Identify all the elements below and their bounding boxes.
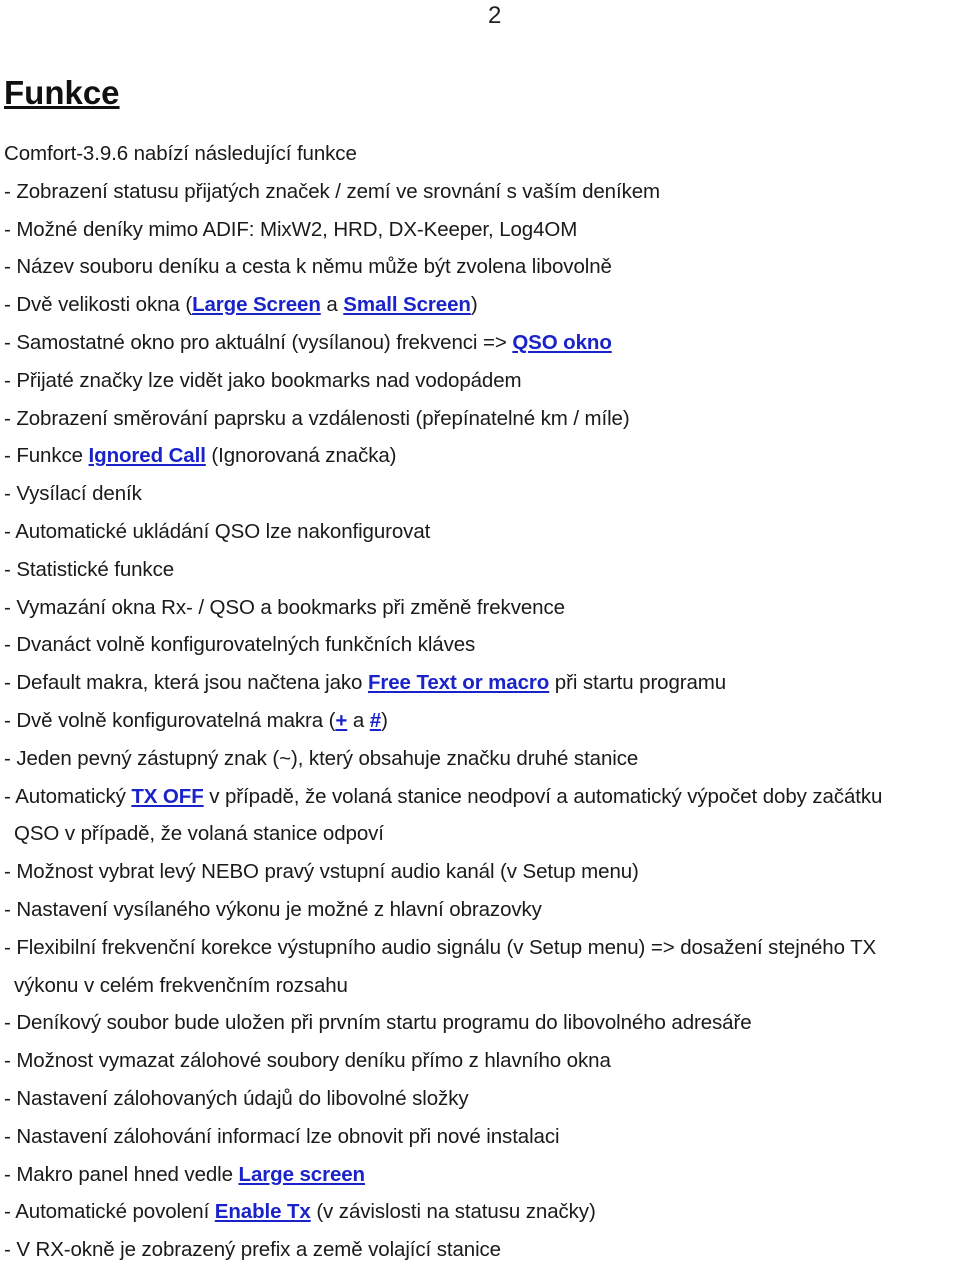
list-item-text: Comfort-3.9.6 nabízí následující funkce	[4, 142, 357, 165]
page-title: Funkce	[4, 74, 120, 111]
list-item	[4, 173, 660, 210]
list-item-text: - Nastavení zálohovaných údajů do libovolné složky	[4, 1087, 469, 1110]
list-item-text: - Dvanáct volně konfigurovatelných funkčních kláves	[4, 633, 476, 657]
list-item-text: - Jeden pevný zástupný znak (~), který obsahuje značku druhé stanice	[4, 746, 639, 770]
page-number: 2	[488, 2, 502, 29]
list-item	[4, 740, 638, 777]
list-item-text: - Flexibilní frekvenční korekce výstupního audio signálu (v Setup menu) => dosažení stejného TX	[4, 935, 877, 959]
list-item	[4, 551, 174, 588]
link-[interactable]: #	[369, 709, 382, 732]
list-item	[4, 362, 522, 399]
link-large-screen[interactable]: Large screen	[238, 1162, 365, 1186]
list-item-text: - Statistické funkce	[4, 557, 175, 581]
link-large-screen[interactable]: Large Screen	[192, 293, 321, 317]
list-item	[4, 211, 577, 248]
list-item	[4, 702, 388, 739]
list-item	[4, 286, 478, 323]
list-item	[4, 1004, 752, 1041]
list-item-continuation	[14, 815, 384, 852]
list-item-text: - Možnost vymazat zálohové soubory deníku přímo z hlavního okna	[4, 1049, 611, 1073]
list-item	[4, 1231, 501, 1268]
list-item-text: - Nastavení vysílaného výkonu je možné z hlavní obrazovky	[4, 898, 542, 921]
list-item-text: - Vymazání okna Rx- / QSO a bookmarks při změně frekvence	[4, 595, 565, 619]
list-item-text: - Dvě volně konfigurovatelná makra (	[4, 709, 336, 732]
list-item-text: - Možné deníky mimo ADIF: MixW2, HRD, DX-Keeper, Log4OM	[4, 217, 578, 241]
list-item-text: - Funkce	[4, 444, 89, 468]
list-item-text: - Přijaté značky lze vidět jako bookmarks nad vodopádem	[4, 368, 522, 392]
list-item	[4, 853, 639, 890]
list-item-text: a	[320, 293, 344, 317]
list-item	[4, 248, 612, 285]
link-free-text-or-macro[interactable]: Free Text or macro	[367, 671, 550, 695]
list-item	[4, 664, 726, 701]
list-item	[4, 1118, 559, 1155]
list-item-text: )	[381, 709, 388, 732]
list-item-text: QSO v případě, že volaná stanice odpoví	[14, 822, 384, 846]
list-item-text: - Zobrazení směrování paprsku a vzdálenosti (přepínatelné km / míle)	[4, 406, 630, 430]
list-item	[4, 1193, 596, 1230]
list-item-text: - Makro panel hned vedle	[4, 1162, 239, 1186]
link-ignored-call[interactable]: Ignored Call	[88, 444, 206, 468]
list-item-text: )	[470, 293, 478, 317]
link-qso-okno[interactable]: QSO okno	[512, 331, 612, 354]
list-item	[4, 589, 565, 626]
list-item-text: výkonu v celém frekvenčním rozsahu	[14, 973, 348, 997]
list-item-text: - Zobrazení statusu přijatých značek / zemí ve srovnání s vaším deníkem	[4, 179, 661, 203]
list-item	[4, 324, 612, 361]
list-item	[4, 400, 630, 437]
list-item	[4, 1080, 469, 1117]
list-item-text: (v závislosti na statusu značky)	[310, 1200, 596, 1224]
list-item	[4, 1156, 365, 1193]
list-item	[4, 1042, 611, 1079]
list-item-text: - Vysílací deník	[4, 482, 142, 506]
list-item	[4, 513, 430, 550]
list-item	[4, 135, 357, 172]
list-item-text: (Ignorovaná značka)	[205, 444, 397, 468]
list-item-text: a	[347, 709, 370, 732]
list-item-text: - Automatické povolení	[4, 1200, 215, 1224]
list-item	[4, 778, 882, 815]
list-item-text: - Default makra, která jsou načtena jako	[4, 671, 368, 695]
list-item-text: při startu programu	[549, 671, 727, 695]
list-item-text: - Automatický	[4, 784, 132, 808]
list-item-continuation	[14, 967, 348, 1004]
link-[interactable]: +	[335, 709, 348, 732]
list-item	[4, 891, 542, 928]
list-item	[4, 626, 475, 663]
list-item	[4, 437, 396, 474]
link-tx-off[interactable]: TX OFF	[131, 784, 204, 808]
list-item-text: - Dvě velikosti okna (	[4, 293, 193, 317]
list-item	[4, 929, 876, 966]
list-item-text: - Deníkový soubor bude uložen při prvním startu programu do libovolného adresáře	[4, 1011, 752, 1035]
list-item-text: - Možnost vybrat levý NEBO pravý vstupní audio kanál (v Setup menu)	[4, 860, 639, 884]
list-item-text: - Název souboru deníku a cesta k němu může být zvolena libovolně	[4, 255, 612, 279]
link-enable-tx[interactable]: Enable Tx	[214, 1200, 311, 1224]
link-small-screen[interactable]: Small Screen	[343, 293, 471, 317]
list-item-text: - Nastavení zálohování informací lze obnovit při nové instalaci	[4, 1124, 560, 1148]
list-item-text: - V RX-okně je zobrazený prefix a země volající stanice	[4, 1238, 501, 1262]
list-item	[4, 475, 142, 512]
list-item-text: - Automatické ukládání QSO lze nakonfigurovat	[4, 520, 431, 543]
list-item-text: v případě, že volaná stanice neodpoví a automatický výpočet doby začátku	[203, 784, 883, 808]
list-item-text: - Samostatné okno pro aktuální (vysílanou) frekvenci =>	[4, 331, 513, 354]
